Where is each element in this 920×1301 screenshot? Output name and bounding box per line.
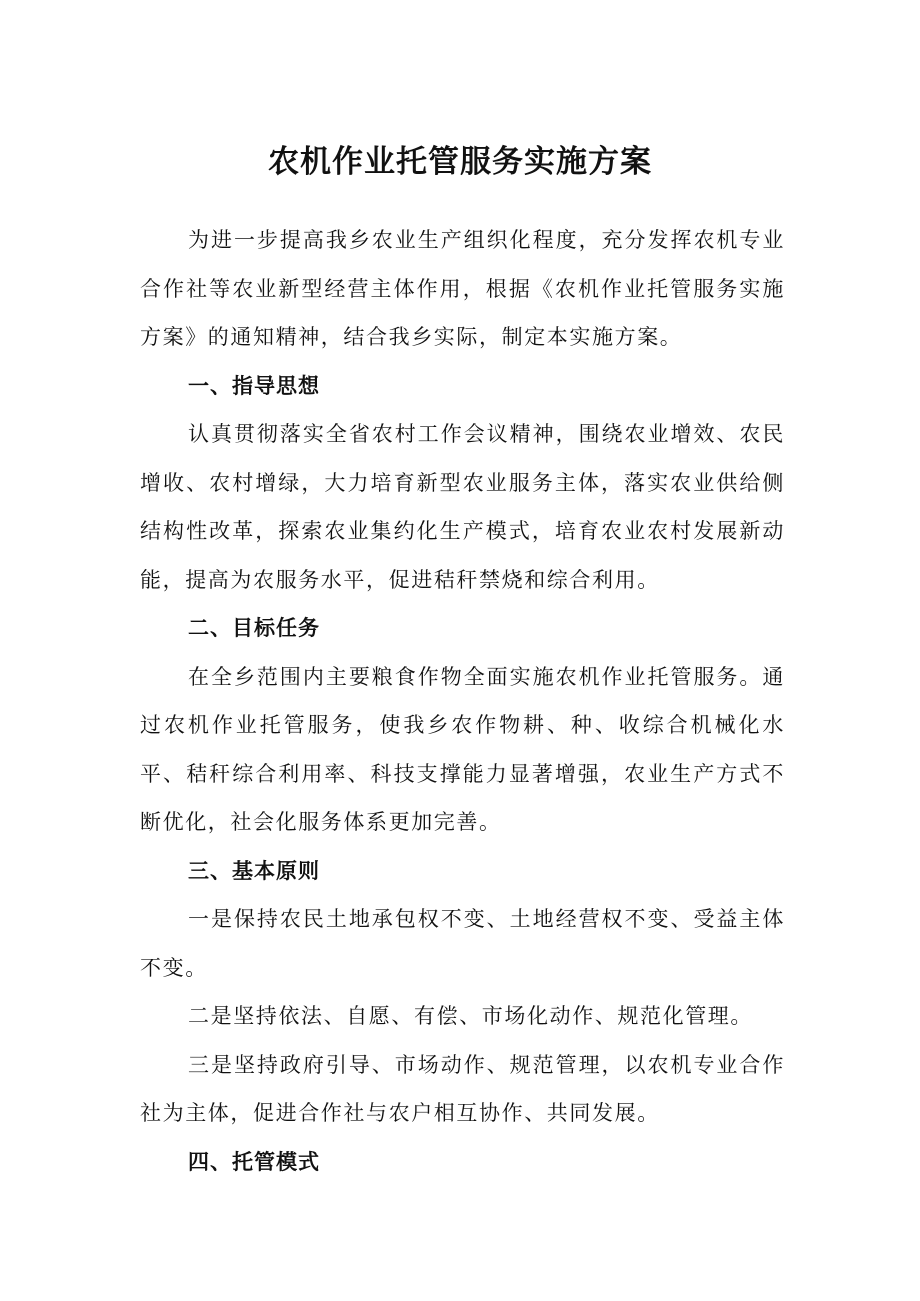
section-heading-custody-mode: 四、托管模式 [188,1149,320,1174]
section-paragraph: 一是保持农民土地承包权不变、土地经营权不变、受益主体不变。 [140,907,785,980]
section-paragraph: 认真贯彻落实全省农村工作会议精神，围绕农业增效、农民增收、农村增绿，大力培育新型农业服务主体，落实农业供给侧结构性改革，探索农业集约化生产模式，培育农业农村发展新动能，提高为农服务水平，促进秸秆禁烧和综合利用。 [140,422,785,592]
section-paragraph: 三是坚持政府引导、市场动作、规范管理，以农机专业合作社为主体，促进合作社与农户相互协作、共同发展。 [140,1052,785,1125]
document-title: 农机作业托管服务实施方案 [268,144,652,180]
intro-paragraph: 为进一步提高我乡农业生产组织化程度，充分发挥农机专业合作社等农业新型经营主体作用，根据《农机作业托管服务实施方案》的通知精神，结合我乡实际，制定本实施方案。 [140,228,785,349]
section-heading-guiding-ideology: 一、指导思想 [188,373,320,398]
section-heading-principles: 三、基本原则 [188,858,320,883]
section-paragraph: 在全乡范围内主要粮食作物全面实施农机作业托管服务。通过农机作业托管服务，使我乡农作物耕、种、收综合机械化水平、秸秆综合利用率、科技支撑能力显著增强，农业生产方式不断优化，社会化服务体系更加完善。 [140,664,785,834]
document-body [140,216,785,1186]
section-paragraph: 二是坚持依法、自愿、有偿、市场化动作、规范化管理。 [188,1004,753,1028]
section-heading-goals: 二、目标任务 [188,616,320,640]
